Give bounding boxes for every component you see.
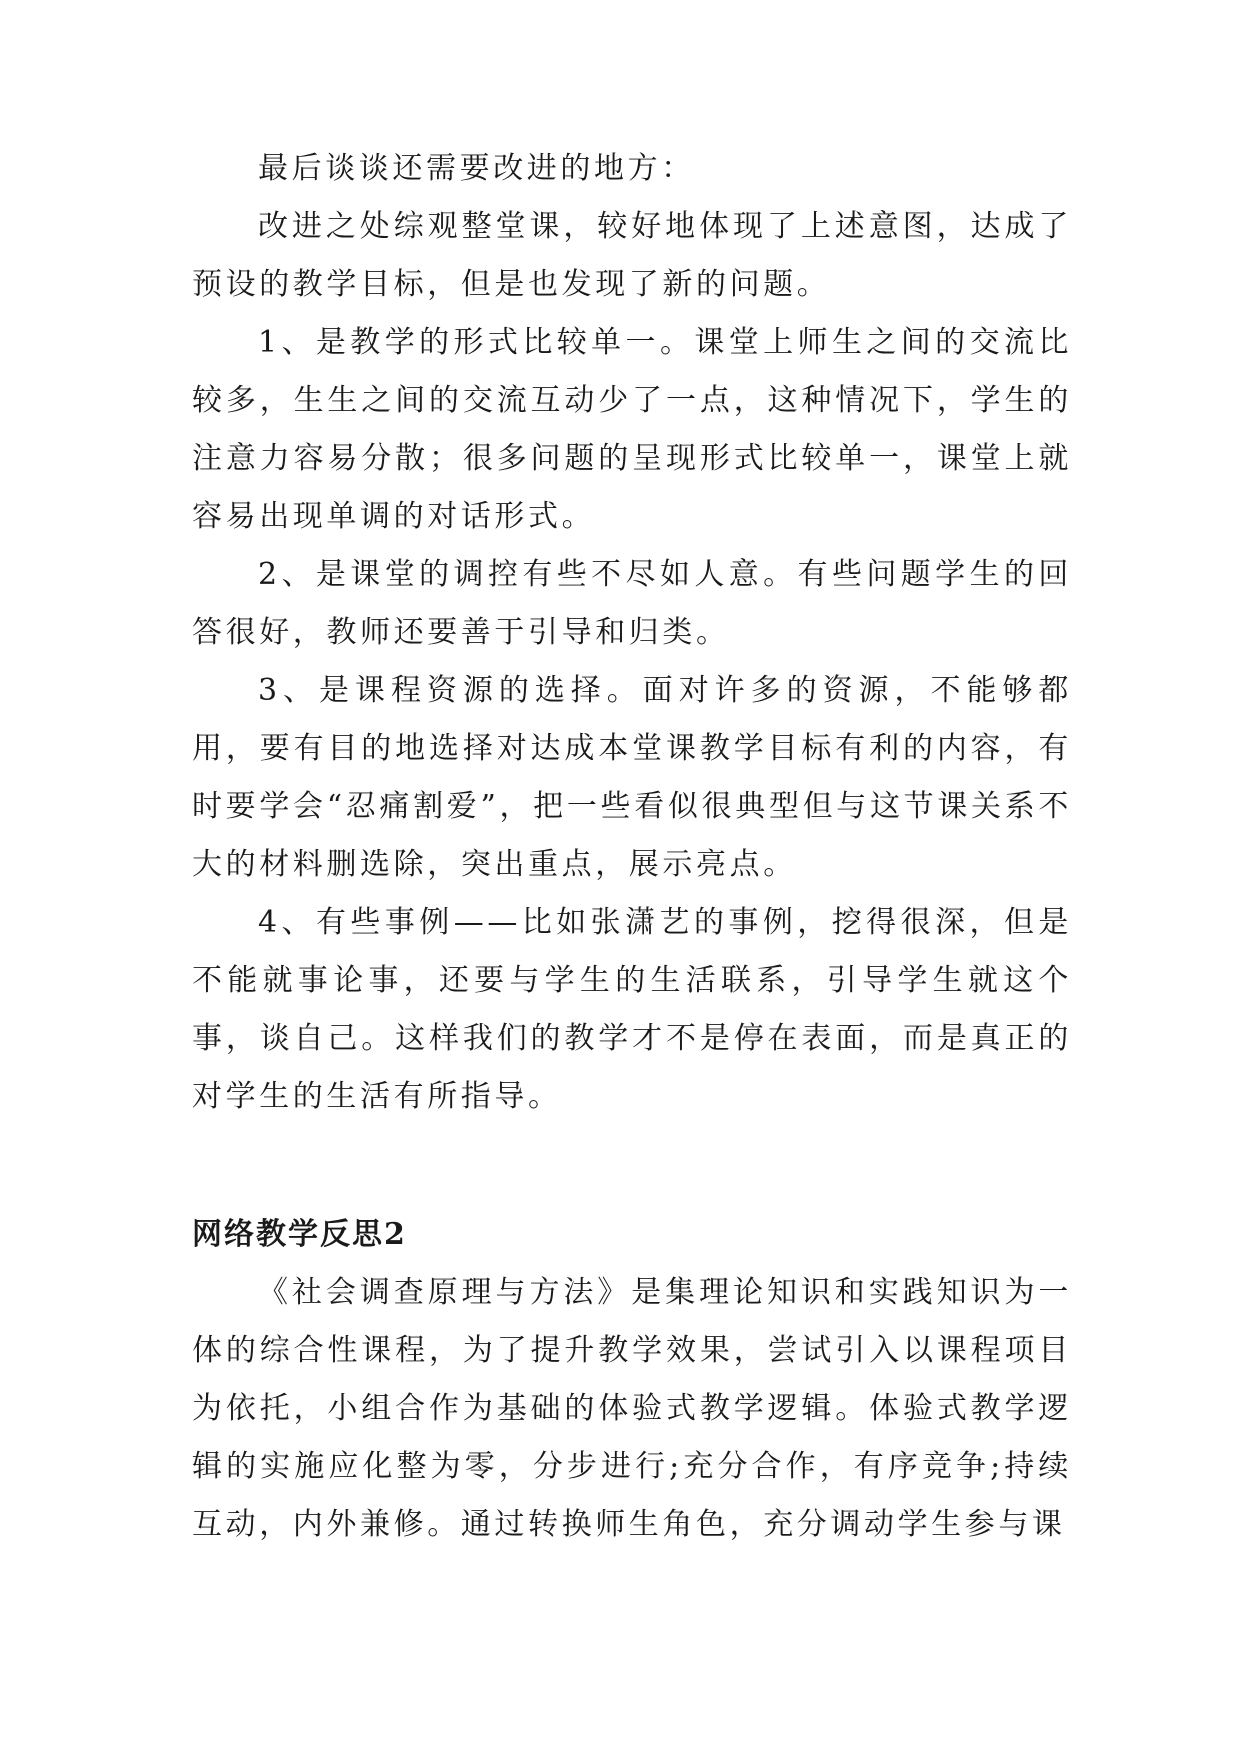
section-reflection-2 xyxy=(192,1206,1072,1554)
section-heading: 网络教学反思2 xyxy=(192,1217,407,1252)
paragraph-point-4: 4、有些事例——比如张潇艺的事例，挖得很深，但是不能就事论事，还要与学生的生活联系，引导学生就这个事，谈自己。这样我们的教学才不是停在表面，而是真正的对学生的生活有所指导。 xyxy=(192,905,1072,1114)
section-improvements xyxy=(192,140,1072,1126)
paragraph-point-3: 3、是课程资源的选择。面对许多的资源，不能够都用，要有目的地选择对达成本堂课教学目标有利的内容，有时要学会“忍痛割爱”，把一些看似很典型但与这节课关系不大的材料删选除，突出重点，展示亮点。 xyxy=(192,673,1072,882)
paragraph-point-2: 2、是课堂的调控有些不尽如人意。有些问题学生的回答很好，教师还要善于引导和归类。 xyxy=(192,557,1072,650)
paragraph-intro: 最后谈谈还需要改进的地方： xyxy=(258,151,695,186)
paragraph-summary: 改进之处综观整堂课，较好地体现了上述意图，达成了预设的教学目标，但是也发现了新的问题。 xyxy=(192,209,1072,302)
paragraph-course-intro: 《社会调查原理与方法》是集理论知识和实践知识为一体的综合性课程，为了提升教学效果，尝试引入以课程项目为依托，小组合作为基础的体验式教学逻辑。体验式教学逻辑的实施应化整为零，分步进行;充分合作，有序竞争;持续互动，内外兼修。通过转换师生角色，充分调动学生参与课 xyxy=(192,1275,1072,1542)
paragraph-point-1: 1、是教学的形式比较单一。课堂上师生之间的交流比较多，生生之间的交流互动少了一点，这种情况下，学生的注意力容易分散；很多问题的呈现形式比较单一，课堂上就容易出现单调的对话形式。 xyxy=(192,325,1072,534)
